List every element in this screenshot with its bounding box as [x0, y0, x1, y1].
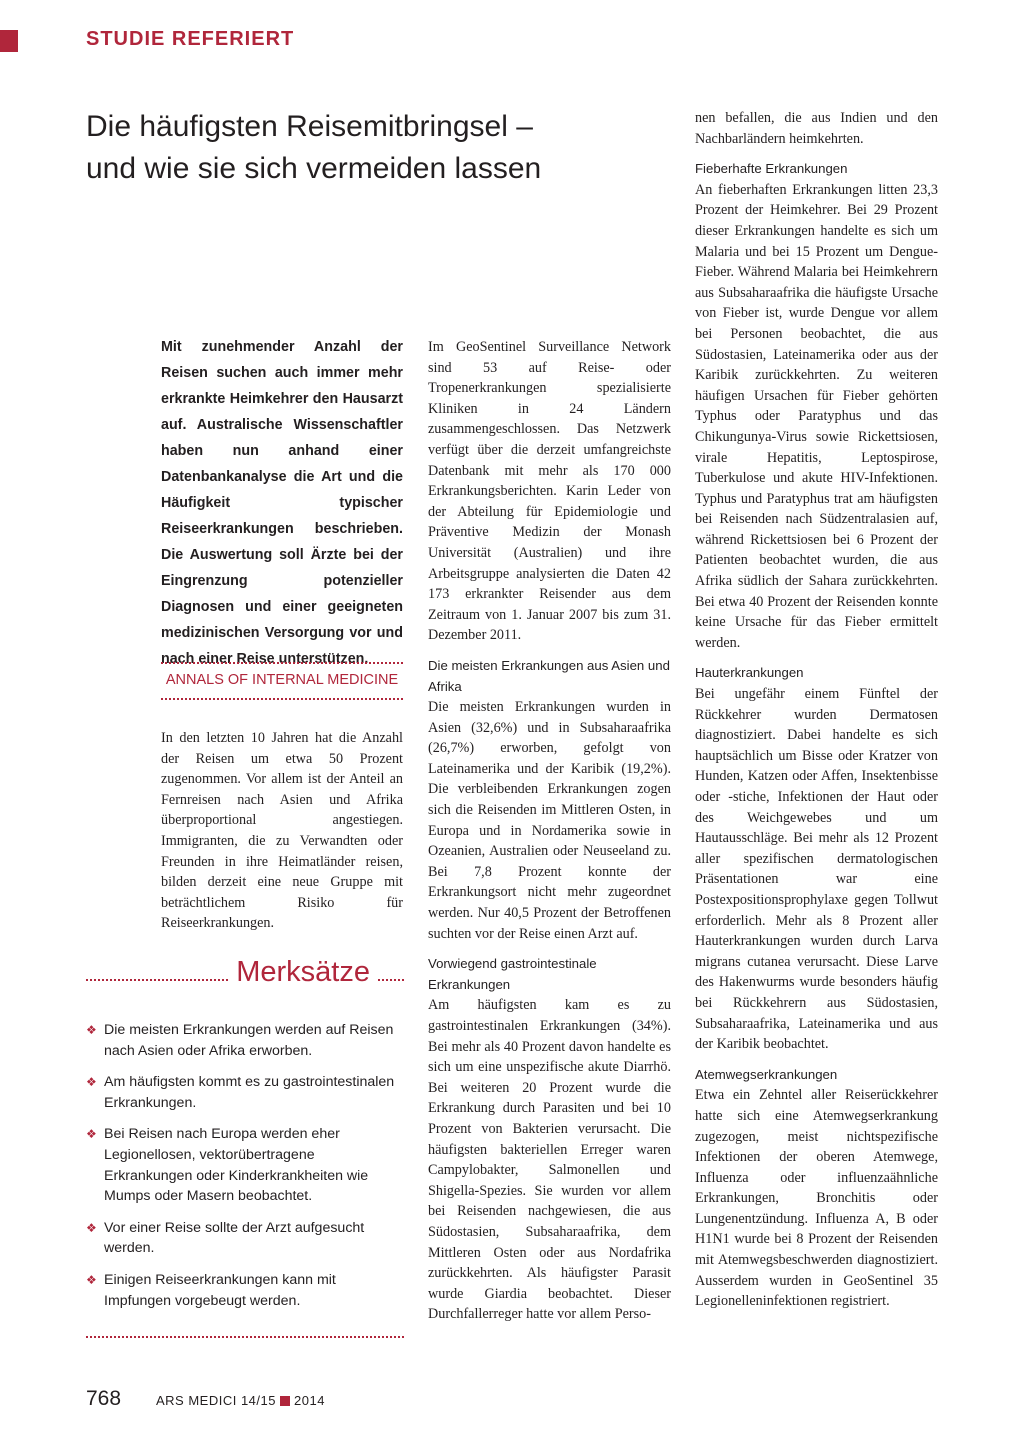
diamond-bullet-icon: ❖: [86, 1075, 97, 1090]
article-headline: [86, 106, 606, 190]
subheading: Vorwiegend gastrointestinale Erkrankungen: [428, 956, 597, 992]
diamond-bullet-icon: ❖: [86, 1220, 97, 1235]
body-paragraph: Die meisten Erkrankungen wurden in Asien (32,6%) und in Subsaharaafrika (26,7%) erworben, gefolgt von Lateinamerika und der Karibik (19,2%). Die verbleibenden Erkrankungen zogen sich die Reisenden im Mittleren Osten, in Europa und in Nordamerika sowie in Ozeanien, Australien oder Neuseeland zu. Bei 7,8 Prozent konnte der Erkrankungsort nicht mehr zugeordnet werden. Nur 40,5 Prozent der Betroffenen suchten vor der Reise einen Arzt auf.: [428, 699, 671, 942]
subheading: Die meisten Erkrankungen aus Asien und Afrika: [428, 657, 670, 694]
diamond-bullet-icon: ❖: [86, 1023, 97, 1037]
headline-line-2: und wie sie sich vermeiden lassen: [86, 152, 542, 185]
headline-line-1: Die häufigsten Reisemitbringsel –: [86, 110, 533, 143]
merksaetze-list: [86, 1020, 404, 1322]
body-paragraph: Im GeoSentinel Surveillance Network sind 53 auf Reise- oder Tropenerkrankungen spezialisierte Kliniken in 24 Ländern zusammengeschlossen. Das Netzwerk verfügt über die derzeit umfangreichste Datenbank mit mehr als 170 000 Erkrankungsberichten. Karin Leder von der Abteilung für Epidemiologie und Präventive Medizin der Monash Universität (Australien) und ihre Arbeitsgruppe analysierten die Daten 42 173 erkrankter Reisender aus dem Zeitraum von 1. Januar 2007 bis zum 31. Dezember 2011.: [428, 339, 671, 644]
footer-magazine: [156, 1393, 325, 1408]
subheading: Fieberhafte Erkrankungen: [695, 161, 848, 177]
dotted-rule: [378, 979, 404, 981]
divider-dotted: [86, 1336, 404, 1338]
magazine-name: ARS MEDICI 14/15: [156, 1393, 276, 1408]
magazine-year: 2014: [294, 1393, 325, 1408]
divider-dotted: [161, 698, 403, 700]
divider-dotted: [161, 662, 403, 664]
list-item-text: Bei Reisen nach Europa werden eher Legionellosen, vektorübertragene Erkrankungen oder Kinderkrankheiten wie Mumps oder Masern beobachtet.: [104, 1126, 369, 1205]
list-item-text: Am häufigsten kommt es zu gastrointestinalen Erkrankungen.: [104, 1074, 395, 1111]
list-item: [86, 1218, 404, 1259]
page-number: 768: [86, 1387, 122, 1410]
body-paragraph: nen befallen, die aus Indien und den Nachbarländern heimkehrten.: [695, 110, 938, 147]
section-title: STUDIE REFERIERT: [86, 28, 295, 50]
body-paragraph: An fieberhaften Erkrankungen litten 23,3 Prozent der Heimkehrer. Bei 29 Prozent dieser Erkrankungen handelte es sich um Malaria und bei 15 Prozent um Dengue-Fieber. Während Malaria bei Heimkehrern aus Subsaharaafrika die häufigste Ursache von Fieber ist, wurde Dengue vor allem bei Personen beobachtet, die aus Südostasien, Lateinamerika oder aus der Karibik zurückkehrten. Zu weiteren häufigen Ursachen für Fieber gehörten Typhus oder Paratyphus und das Chikungunya-Virus sowie Rickettsiosen, virale Hepatitis, Leptospirose, Tuberkulose und akute HIV-Infektionen. Typhus und Paratyphus trat am häufigsten bei Reisenden nach Südzentralasien auf, während Rickettsiosen bei 6 Prozent der Patienten beobachtet wurden, die aus Afrika südlich der Sahara zurückkehrten. Bei etwa 40 Prozent der Reisenden konnte keine Ursache für das Fieber ermittelt werden.: [695, 181, 938, 651]
list-item-text: Vor einer Reise sollte der Arzt aufgesucht werden.: [104, 1219, 365, 1257]
diamond-bullet-icon: ❖: [86, 1272, 97, 1287]
source-journal: ANNALS OF INTERNAL MEDICINE: [165, 672, 399, 688]
subheading: Atemwegserkrankungen: [695, 1066, 838, 1082]
dotted-rule: [86, 979, 228, 981]
body-paragraph: Bei ungefähr einem Fünftel der Rückkehrer wurden Dermatosen diagnostiziert. Dabei handelte es sich hauptsächlich um Bisse oder Kratzer von Hunden, Katzen oder Affen, Insektenbisse oder -stiche, Infektionen der Haut oder des Weichgewebes und um Hautausschläge. Bei mehr als 12 Prozent aller spezifischen dermatologischen Präsentationen war eine Postexpositionsprophylaxe gegen Tollwut erforderlich. Mehr als 8 Prozent aller Hauterkrankungen wurden durch Larva migrans cutanea verursacht. Diese Larve des Hakenwurms wurde besonders häufig bei Rückkehrern aus Südostasien, Subsaharaafrika, Lateinamerika und aus der Karibik beobachtet.: [695, 686, 938, 1053]
body-paragraph: Etwa ein Zehntel aller Reiserückkehrer hatte sich eine Atemwegserkrankung zugezogen, meist nichtspezifische Infektionen der oberen Atemwege, Influenza oder influenzaähnliche Erkrankungen, Bronchitis oder Lungenentzündung. Influenza A, B oder H1N1 wurde bei 8 Prozent der Reisenden mit Atemwegsbeschwerden diagnostiziert. Ausserdem wurden in GeoSentinel 35 Legionelleninfektionen registriert.: [695, 1087, 938, 1310]
merksaetze-title: Merksätze: [236, 956, 370, 988]
diamond-bullet-icon: ❖: [86, 1127, 97, 1142]
lead-paragraph: Mit zunehmender Anzahl der Reisen suchen auch immer mehr erkrankte Heimkehrer den Hausarzt auf. Australische Wissenschaftler haben nun anhand einer Datenbankanalyse die Art und die Häufigkeit typischer Reiseerkrankungen beschrieben. Die Auswertung soll Ärzte bei der Eingrenzung potenzieller Diagnosen und einer geeigneten medizinischen Versorgung vor und nach einer Reise unterstützen.: [161, 339, 403, 667]
list-item-text: Die meisten Erkrankungen werden auf Reisen nach Asien oder Afrika erworben.: [104, 1022, 394, 1059]
list-item: [86, 1020, 404, 1061]
list-item: [86, 1124, 404, 1206]
section-marker: [0, 30, 18, 52]
merksaetze-heading: [86, 956, 404, 989]
subheading: Hauterkrankungen: [695, 665, 804, 681]
list-item: [86, 1072, 404, 1113]
square-separator-icon: [280, 1396, 290, 1406]
body-paragraph: Am häufigsten kam es zu gastrointestinalen Erkrankungen (34%). Bei mehr als 40 Prozent davon handelte es sich um eine unspezifische akute Diarrhö. Bei weiteren 20 Prozent wurde die Erkrankung durch Parasiten und bei 10 Prozent von Bakterien verursacht. Die häufigsten bakteriellen Erreger waren Campylobakter, Salmonellen und Shigella-Spezies. Sie wurden vor allem bei Reisenden nachgewiesen, die aus Südostasien, Subsaharaafrika, dem Mittleren Osten oder aus Nordafrika zurückkehrten. Als häufigster Parasit wurde Giardia beobachtet. Dieser Durchfallerreger hatte vor allem Perso-: [428, 997, 671, 1323]
intro-paragraph: In den letzten 10 Jahren hat die Anzahl der Reisen um etwa 50 Prozent zugenommen. Vor allem ist der Anteil an Fernreisen nach Asien und Afrika überproportional angestiegen. Immigranten, die zu Verwandten oder Freunden in ihre Heimatländer reisen, bilden derzeit eine neue Gruppe mit beträchtlichem Risiko für Reiseerkrankungen.: [161, 730, 403, 932]
body-column-3: [695, 108, 938, 1312]
list-item: [86, 1270, 404, 1311]
list-item-text: Einigen Reiseerkrankungen kann mit Impfungen vorgebeugt werden.: [104, 1271, 336, 1309]
body-column-2: [428, 337, 671, 1325]
